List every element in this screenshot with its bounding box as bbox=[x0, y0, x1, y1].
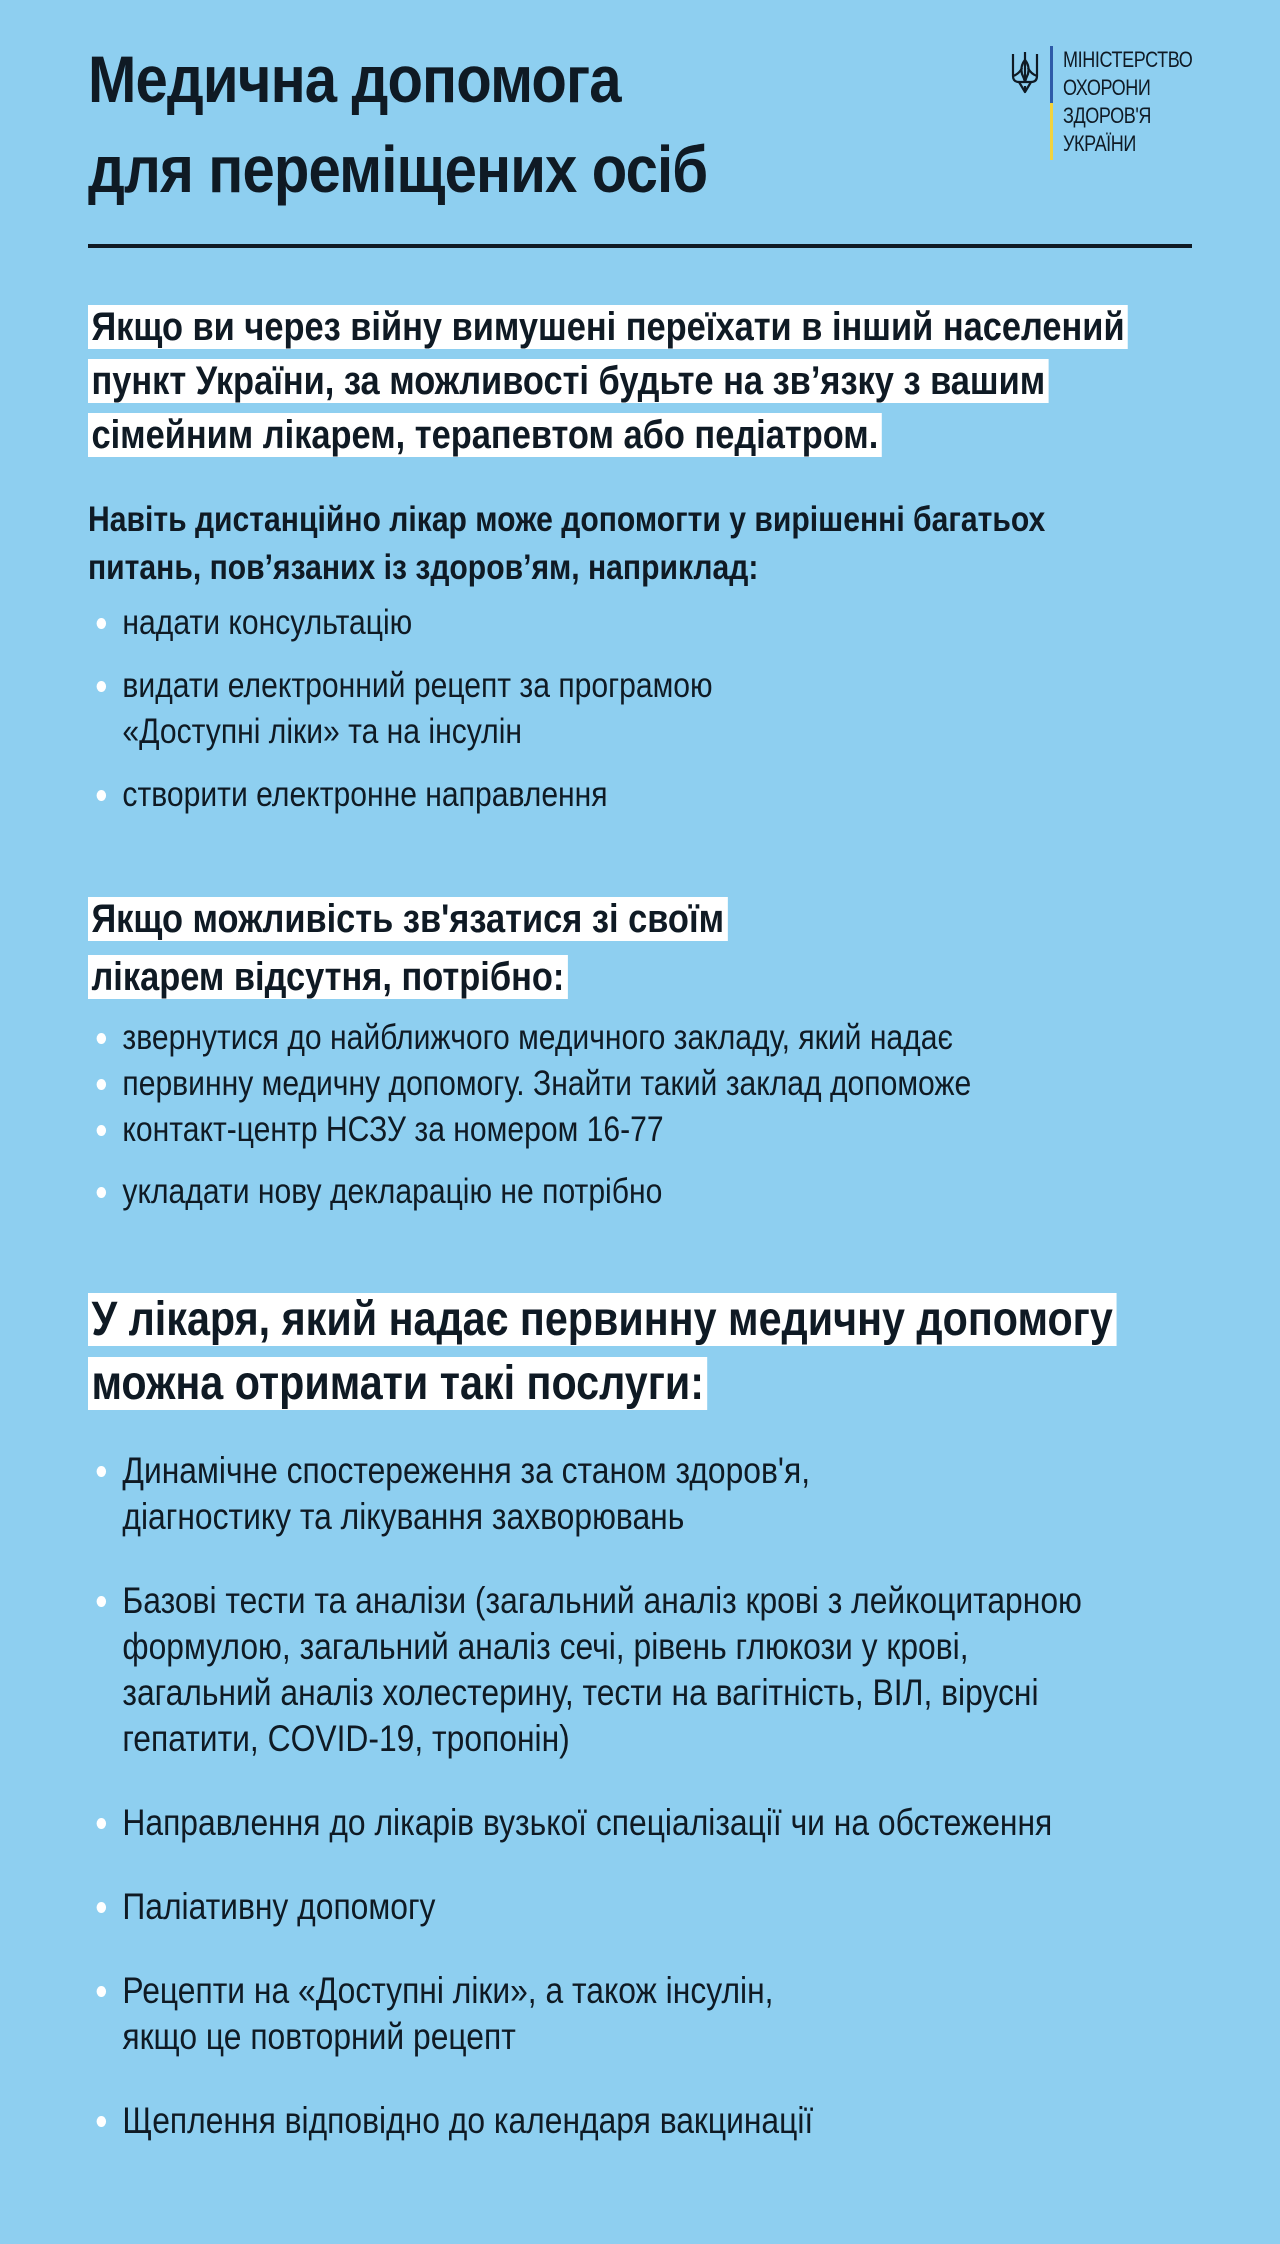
services-heading bbox=[88, 1288, 1232, 1416]
bullet-icon bbox=[97, 790, 106, 801]
list-item-text: загальний аналіз холестерину, тести на вагітність, ВІЛ, вірусні bbox=[122, 1672, 1039, 1713]
no-doctor-heading bbox=[88, 890, 742, 1006]
list-item-text: Базові тести та аналізи (загальний аналіз крові з лейкоцитарною bbox=[122, 1580, 1082, 1621]
bullet-icon bbox=[97, 1466, 106, 1477]
list-item-text: гепатити, COVID-19, тропонін) bbox=[122, 1718, 570, 1759]
logo-flag-bar bbox=[1050, 46, 1053, 160]
list-item bbox=[88, 1107, 1103, 1153]
list-item-text: первинну медичну допомогу. Знайти такий заклад допоможе bbox=[122, 1064, 972, 1103]
list-item-text: видати електронний рецепт за програмою bbox=[122, 666, 713, 705]
list-item bbox=[88, 2098, 1154, 2144]
bullet-icon bbox=[97, 2116, 106, 2127]
list-item bbox=[88, 1800, 1154, 1846]
no-doctor-heading-line: лікарем відсутня, потрібно: bbox=[88, 955, 568, 999]
page-title bbox=[88, 34, 707, 214]
page-title-line: Медична допомога bbox=[88, 42, 621, 116]
trident-icon bbox=[1010, 50, 1040, 94]
services-heading-line: У лікаря, який надає первинну медичну допомогу bbox=[88, 1293, 1116, 1346]
bullet-icon bbox=[97, 1125, 106, 1136]
intro-highlight-line: пункт України, за можливості будьте на зв’язку з вашим bbox=[88, 359, 1049, 403]
logo-text-line: ЗДОРОВ'Я bbox=[1063, 103, 1152, 128]
list-item-text: Рецепти на «Доступні ліки», а також інсулін, bbox=[122, 1970, 774, 2011]
list-item bbox=[88, 772, 1103, 818]
bullet-icon bbox=[97, 1033, 106, 1044]
bullet-icon bbox=[97, 1079, 106, 1090]
list-item bbox=[88, 1061, 1103, 1107]
bullet-icon bbox=[97, 618, 106, 629]
bullet-icon bbox=[97, 1187, 106, 1198]
intro-highlight-line: сімейним лікарем, терапевтом або педіатром. bbox=[88, 413, 882, 457]
list-item-text: формулою, загальний аналіз сечі, рівень глюкози у крові, bbox=[122, 1626, 969, 1667]
page-title-line: для переміщених осіб bbox=[88, 132, 708, 206]
list-item bbox=[88, 1169, 1103, 1215]
list-item-text: створити електронне направлення bbox=[122, 775, 608, 814]
list-item-text: якщо це повторний рецепт bbox=[122, 2016, 516, 2057]
bullet-icon bbox=[97, 1902, 106, 1913]
list-item-text: надати консультацію bbox=[122, 603, 413, 642]
header-divider bbox=[88, 244, 1192, 248]
intro-subheading bbox=[88, 496, 1206, 592]
list-item-text: Динамічне спостереження за станом здоров'я, bbox=[122, 1450, 811, 1491]
bullet-icon bbox=[97, 681, 106, 692]
logo-text-line: УКРАЇНИ bbox=[1063, 131, 1136, 156]
list-item-text: контакт-центр НСЗУ за номером 16-77 bbox=[122, 1110, 664, 1149]
services-heading-line: можна отримати такі послуги: bbox=[88, 1357, 707, 1410]
intro-highlight bbox=[88, 300, 1197, 462]
remote-help-list bbox=[88, 600, 1268, 835]
list-item-text: Щеплення відповідно до календаря вакцинації bbox=[122, 2100, 814, 2141]
bullet-icon bbox=[97, 1818, 106, 1829]
list-item-text: Паліативну допомогу bbox=[122, 1886, 436, 1927]
list-item-text: «Доступні ліки» та на інсулін bbox=[122, 712, 523, 751]
list-item bbox=[88, 1015, 1103, 1061]
services-list bbox=[88, 1448, 1280, 2182]
ministry-logo bbox=[1010, 46, 1221, 160]
list-item-text: діагностику та лікування захворювань bbox=[122, 1496, 685, 1537]
no-doctor-heading-line: Якщо можливість зв'язатися зі своїм bbox=[88, 897, 728, 941]
no-doctor-list bbox=[88, 1015, 1268, 1215]
logo-text bbox=[1063, 46, 1192, 158]
list-item bbox=[88, 1884, 1154, 1930]
list-item-text: укладати нову декларацію не потрібно bbox=[122, 1172, 663, 1211]
logo-text-line: ОХОРОНИ bbox=[1063, 75, 1151, 100]
bullet-icon bbox=[97, 1986, 106, 1997]
logo-text-line: МІНІСТЕРСТВО bbox=[1063, 47, 1193, 72]
bullet-icon bbox=[97, 1596, 106, 1607]
list-item-text: Направлення до лікарів вузької спеціалізації чи на обстеження bbox=[122, 1802, 1053, 1843]
list-item bbox=[88, 663, 1103, 755]
list-item bbox=[88, 600, 1103, 646]
list-item bbox=[88, 1968, 1154, 2060]
intro-subheading-line: питань, пов’язаних із здоров’ям, наприклад: bbox=[88, 548, 759, 587]
intro-highlight-line: Якщо ви через війну вимушені переїхати в інший населений bbox=[88, 305, 1128, 349]
list-item bbox=[88, 1448, 1154, 1540]
list-item bbox=[88, 1578, 1154, 1762]
intro-subheading-line: Навіть дистанційно лікар може допомогти у вирішенні багатьох bbox=[88, 500, 1046, 539]
list-item-text: звернутися до найближчого медичного закладу, який надає bbox=[122, 1018, 953, 1057]
